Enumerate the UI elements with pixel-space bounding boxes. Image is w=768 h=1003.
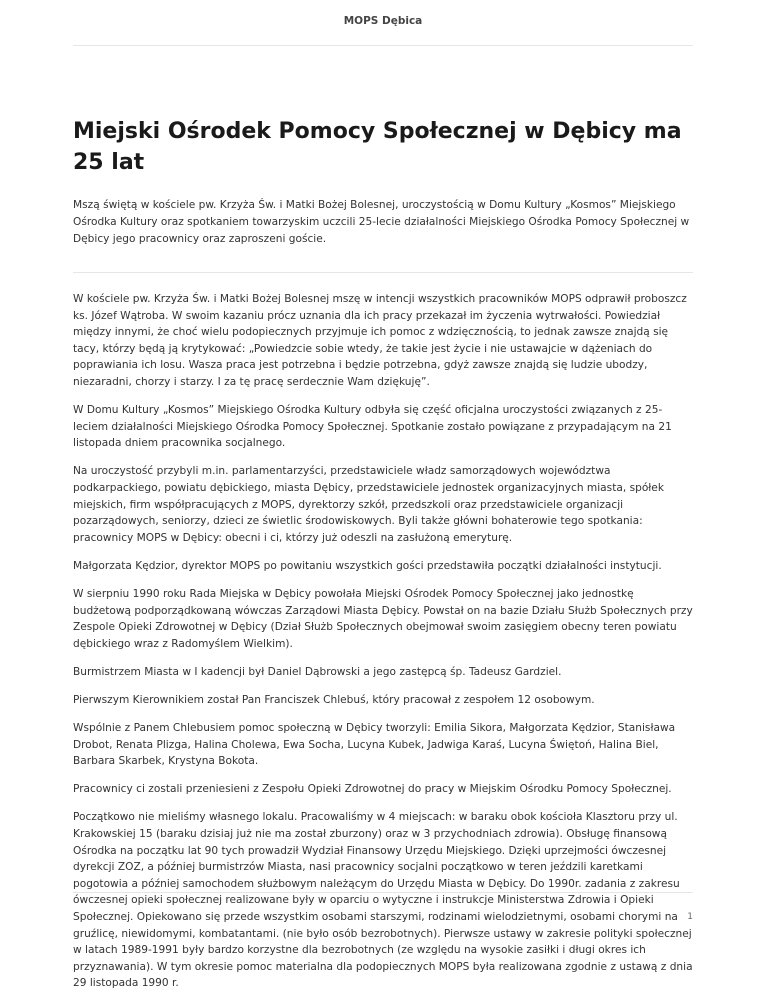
header-divider: [73, 45, 693, 46]
article-paragraph: Pracownicy ci zostali przeniesieni z Zespołu Opieki Zdrowotnej do pracy w Miejskim Ośrodku Pomocy Społecznej.: [73, 783, 672, 796]
article-paragraph: W Domu Kultury „Kosmos” Miejskiego Ośrodka Kultury odbyła się część oficjalna uroczystości związanych z 25-leciem działalności Miejskiego Ośrodka Pomocy Społecznej. Spotkanie zostało powiązane z przypadającym na 21 listopada dniem pracownika socjalnego.: [73, 404, 672, 450]
article-lead: Mszą świętą w kościele pw. Krzyża Św. i Matki Bożej Bolesnej, uroczystością w Domu Kultury „Kosmos” Miejskiego Ośrodka Kultury oraz spotkaniem towarzyskim uczcili 25-lecie działalności Miejskiego Ośrodka Pomocy Społecznej w Dębicy jego pracownicy oraz zaproszeni goście.: [73, 199, 690, 245]
article-paragraph: W kościele pw. Krzyża Św. i Matki Bożej Bolesnej mszę w intencji wszystkich pracowników MOPS odprawił proboszcz ks. Józef Wątroba. W swoim kazaniu prócz uznania dla ich pracy przekazał im życzenia wytrwałości. Powiedział między innymi, że choć wielu podopiecznych przyjmuje ich pomoc z wdzięcznością, to jednak zawsze znajdą się tacy, którzy będą ją krytykować: „Powiedzcie sobie wtedy, że takie jest życie i nie ustawajcie w dążeniach do poprawiania ich losu. Wasza praca jest potrzebna i będzie potrzebna, gdyż zawsze znajdą się ludzie ubodzy, niezaradni, chorzy i starzy. I za tę pracę serdecznie Wam dziękuję”.: [73, 293, 687, 388]
article-paragraph: Początkowo nie mieliśmy własnego lokalu. Pracowaliśmy w 4 miejscach: w baraku obok kościoła Klasztoru przy ul. Krakowskiej 15 (baraku dzisiaj już nie ma został zburzony) oraz w 3 przychodniach zdrowia). Obsługę finansową Ośrodka na początku lat 90 tych prowadził Wydział Finansowy Urzędu Miejskiego. Dzięki uprzejmości ówczesnej dyrekcji ZOZ, a później burmistrzów Miasta, nasi pracownicy socjalni początkowo w teren jeździli karetkami pogotowia a później samochodem służbowym należącym do Urzędu Miasta w Dębicy. Do 1990r. zadania z zakresu ówczesnej opieki społecznej realizowane były w oparciu o wytyczne i instrukcje Ministerstwa Zdrowia i Opieki Społecznej. Opiekowano się przede wszystkim osobami starszymi, rodzinami wielodzietnymi, osobami chorymi na gruźlicę, niewidomymi, kombatantami. (nie było osób bezrobotnych). Pierwsze ustawy w zakresie polityki społecznej w latach 1989-1991 były bardzo korzystne dla bezrobotnych (ze względu na wysokie zasiłki i długi okres ich przyznawania). W tym okresie pomoc materialna dla podopiecznych MOPS była realizowana zgodnie z ustawą z dnia 29 listopada 1990 r.: [73, 811, 693, 990]
article-body: [73, 291, 693, 1003]
footer-divider: [73, 892, 693, 893]
article-paragraph: Burmistrzem Miasta w I kadencji był Daniel Dąbrowski a jego zastępcą śp. Tadeusz Gardziel.: [73, 665, 562, 678]
article-paragraph: Małgorzata Kędzior, dyrektor MOPS po powitaniu wszystkich gości przedstawiła początki działalności instytucji.: [73, 559, 662, 572]
lead-divider: [73, 272, 693, 273]
site-name: MOPS Dębica: [343, 15, 423, 27]
article-paragraph: Na uroczystość przybyli m.in. parlamentarzyści, przedstawiciele władz samorządowych województwa podkarpackiego, powiatu dębickiego, miasta Dębicy, przedstawiciele jednostek organizacyjnych miasta, spółek miejskich, firm współpracujących z MOPS, dyrektorzy szkół, przedszkoli oraz przedstawiciele organizacji pozarządowych, seniorzy, dzieci ze świetlic środowiskowych. Byli także główni bohaterowie tego spotkania: pracownicy MOPS w Dębicy: obecni i ci, którzy już odeszli na zasłużoną emeryturę.: [73, 465, 664, 544]
article-paragraph: Pierwszym Kierownikiem został Pan Franciszek Chlebuś, który pracował z zespołem 12 osobowym.: [73, 693, 595, 706]
article-paragraph: Wspólnie z Panem Chlebusiem pomoc społeczną w Dębicy tworzyli: Emilia Sikora, Małgorzata Kędzior, Stanisława Drobot, Renata Plizga, Halina Cholewa, Ewa Socha, Lucyna Kubek, Jadwiga Karaś, Lucyna Świętoń, Halina Biel, Barbara Skarbek, Krystyna Bokota.: [73, 721, 676, 768]
article-title: Miejski Ośrodek Pomocy Społecznej w Dębicy ma 25 lat: [73, 119, 682, 175]
article-paragraph: W sierpniu 1990 roku Rada Miejska w Dębicy powołała Miejski Ośrodek Pomocy Społecznej jako jednostkę budżetową podporządkowaną wówczas Zarządowi Miasta Dębicy. Powstał on na bazie Działu Służb Społecznych przy Zespole Opieki Zdrowotnej w Dębicy (Dział Służb Społecznych obejmował swoim zasięgiem obecny teren powiatu dębickiego wraz z Radomyślem Wielkim).: [73, 587, 693, 650]
page-number: 1: [687, 912, 693, 922]
